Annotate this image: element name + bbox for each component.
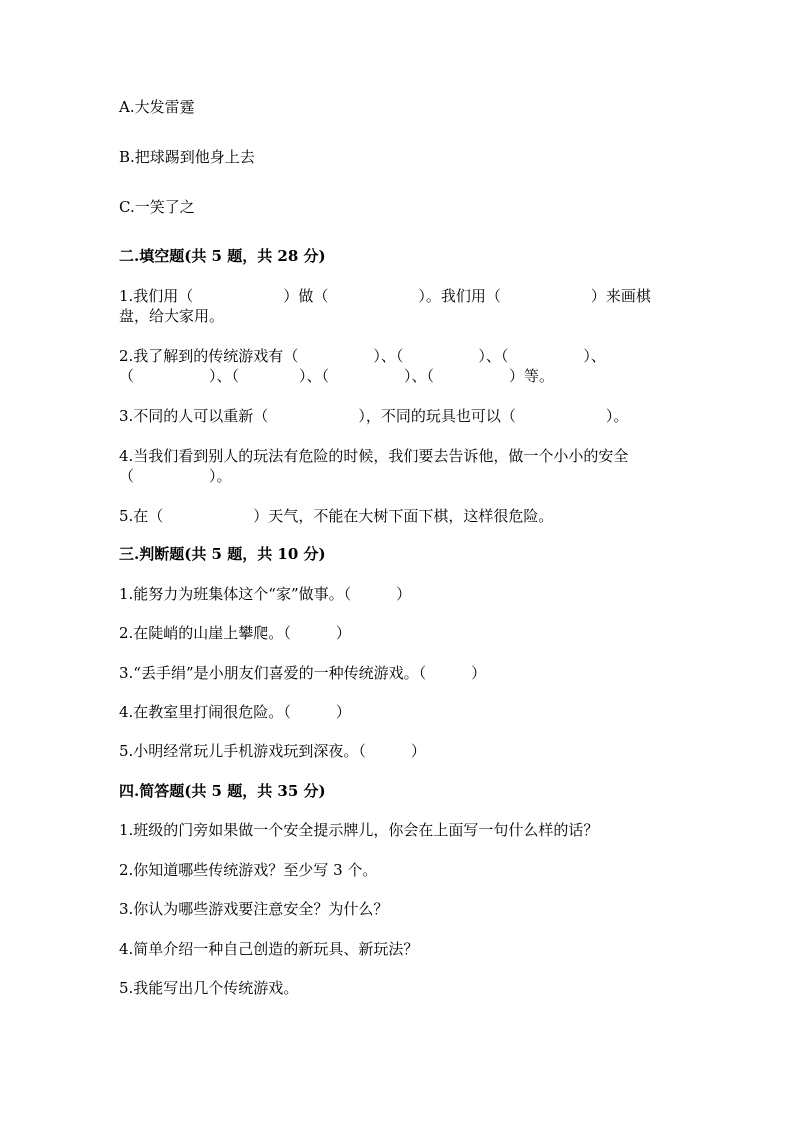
section-heading-true-false: 三.判断题(共 5 题，共 10 分) bbox=[119, 545, 326, 563]
fill-in-q1-line2: 盘，给大家用。 bbox=[119, 307, 225, 325]
fill-in-q4-line2: （ ）。 bbox=[119, 467, 232, 485]
choice-option-b: B.把球踢到他身上去 bbox=[119, 148, 255, 166]
fill-in-q4-line1: 4.当我们看到别人的玩法有危险的时候，我们要去告诉他，做一个小小的安全 bbox=[119, 447, 629, 465]
choice-option-c: C.一笑了之 bbox=[119, 198, 195, 216]
fill-in-q5: 5.在（ ）天气，不能在大树下面下棋，这样很危险。 bbox=[119, 507, 554, 525]
true-false-q4: 4.在教室里打闹很危险。（ ） bbox=[119, 703, 351, 721]
short-answer-q4: 4.简单介绍一种自己创造的新玩具、新玩法？ bbox=[119, 940, 419, 958]
true-false-q3: 3.“丢手绢”是小朋友们喜爱的一种传统游戏。（ ） bbox=[119, 664, 487, 682]
fill-in-q1-line1: 1.我们用（ ）做（ ）。我们用（ ）来画棋 bbox=[119, 287, 651, 305]
true-false-q5: 5.小明经常玩儿手机游戏玩到深夜。（ ） bbox=[119, 742, 426, 760]
fill-in-q2-line2: （ ）、（ ）、（ ）、（ ）等。 bbox=[119, 367, 555, 385]
fill-in-q2-line1: 2.我了解到的传统游戏有（ ）、（ ）、（ ）、 bbox=[119, 347, 606, 365]
short-answer-q3: 3.你认为哪些游戏要注意安全？为什么？ bbox=[119, 900, 389, 918]
short-answer-q5: 5.我能写出几个传统游戏。 bbox=[119, 979, 299, 997]
choice-option-a: A.大发雷霆 bbox=[119, 98, 195, 116]
short-answer-q2: 2.你知道哪些传统游戏？至少写 3 个。 bbox=[119, 861, 378, 879]
section-heading-fill-in: 二.填空题(共 5 题，共 28 分) bbox=[119, 247, 326, 265]
fill-in-q3: 3.不同的人可以重新（ ），不同的玩具也可以（ ）。 bbox=[119, 407, 629, 425]
short-answer-q1: 1.班级的门旁如果做一个安全提示牌儿，你会在上面写一句什么样的话？ bbox=[119, 821, 599, 839]
section-heading-short-answer: 四.简答题(共 5 题，共 35 分) bbox=[119, 782, 326, 800]
true-false-q2: 2.在陡峭的山崖上攀爬。（ ） bbox=[119, 624, 351, 642]
true-false-q1: 1.能努力为班集体这个“家”做事。（ ） bbox=[119, 585, 412, 603]
